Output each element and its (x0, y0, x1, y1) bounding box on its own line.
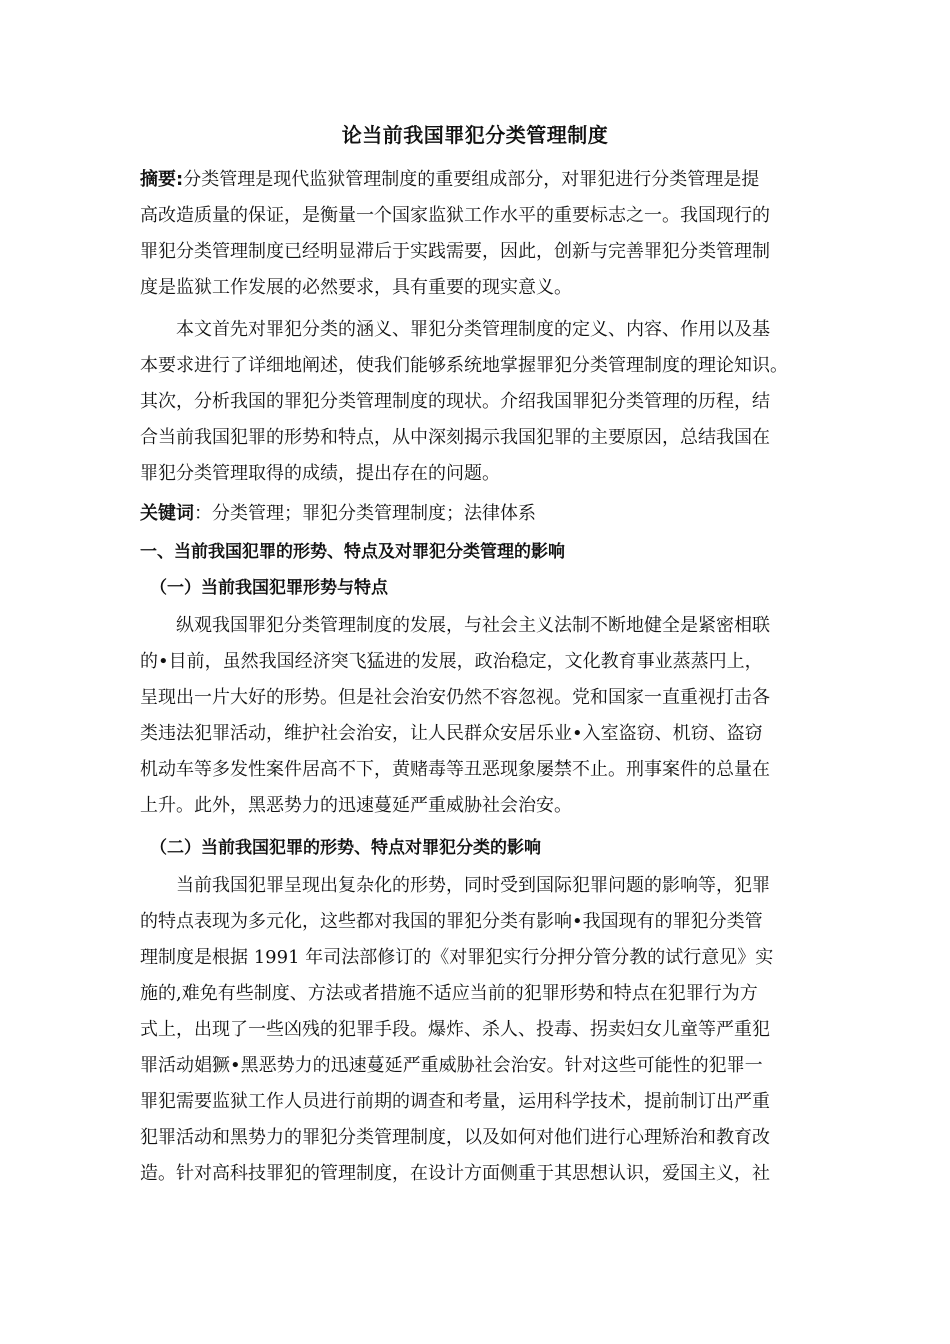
subsection-heading: （二）当前我国犯罪的形势、特点对罪犯分类的影响 (150, 838, 541, 858)
abstract-line (140, 168, 830, 194)
intro-line: 其次，分析我国的罪犯分类管理制度的现状。介绍我国罪犯分类管理的历程，结 (140, 391, 770, 412)
paragraph-line: 机动车等多发性案件居高不下，黄赌毒等丑恶现象屡禁不止。刑事案件的总量在 (140, 759, 770, 780)
paragraph-line: 上升。此外，黑恶势力的迅速蔓延严重威胁社会治安。 (140, 795, 572, 816)
paragraph-line: 式上，出现了一些凶残的犯罪手段。爆炸、杀人、投毒、拐卖妇女儿童等严重犯 (140, 1019, 770, 1040)
paragraph-line: 当前我国犯罪呈现出复杂化的形势，同时受到国际犯罪问题的影响等，犯罪 (176, 875, 770, 896)
keywords-label: 关键词 (140, 503, 194, 524)
paragraph-line: 的•目前，虽然我国经济突飞猛进的发展，政治稳定，文化教育事业蒸蒸円上， (140, 651, 763, 672)
paragraph-line: 类违法犯罪活动，维护社会治安，让人民群众安居乐业•入室盗窃、机窃、盗窃 (140, 723, 763, 744)
paragraph-line: 理制度是根据 1991 年司法部修订的《对罪犯实行分押分管分教的试行意见》实 (140, 947, 774, 968)
page-title: 论当前我国罪犯分类管理制度 (341, 123, 609, 147)
paragraph-line: 的特点表现为多元化，这些都对我国的罪犯分类有影响•我国现有的罪犯分类管 (140, 911, 763, 932)
intro-line: 罪犯分类管理取得的成绩，提出存在的问题。 (140, 463, 500, 484)
abstract-line: 高改造质量的保证，是衡量一个国家监狱工作水平的重要标志之一。我国现行的 (140, 205, 770, 226)
paragraph-line: 罪犯需要监狱工作人员进行前期的调查和考量，运用科学技术，提前制订出严重 (140, 1091, 770, 1112)
intro-line: 合当前我国犯罪的形势和特点，从中深刻揭示我国犯罪的主要原因，总结我国在 (140, 427, 770, 448)
paragraph-line: 施的,难免有些制度、方法或者措施不适应当前的犯罪形势和特点在犯罪行为方 (140, 983, 758, 1004)
section-heading: 一、当前我国犯罪的形势、特点及对罪犯分类管理的影响 (140, 542, 565, 562)
intro-line: 本文首先对罪犯分类的涵义、罪犯分类管理制度的定义、内容、作用以及基 (176, 319, 770, 340)
abstract-label: 摘要: (140, 169, 184, 190)
paragraph-line: 纵观我国罪犯分类管理制度的发展，与社会主义法制不断地健全是紧密相联 (176, 615, 770, 636)
paragraph-line: 造。针对高科技罪犯的管理制度，在设计方面侧重于其思想认识，爱国主义，社 (140, 1163, 770, 1184)
abstract-text: 分类管理是现代监狱管理制度的重要组成部分，对罪犯进行分类管理是提 (183, 169, 760, 190)
paragraph-line: 犯罪活动和黑势力的罪犯分类管理制度，以及如何对他们进行心理矫治和教育改 (140, 1127, 770, 1148)
subsection-heading: （一）当前我国犯罪形势与特点 (150, 578, 388, 598)
keywords-line (140, 502, 830, 528)
abstract-line: 罪犯分类管理制度已经明显滞后于实践需要，因此，创新与完善罪犯分类管理制 (140, 241, 770, 262)
paragraph-line: 呈现出一片大好的形势。但是社会治安仍然不容忽视。党和国家一直重视打击各 (140, 687, 770, 708)
keywords-text: ：分类管理；罪犯分类管理制度；法律体系 (194, 503, 536, 524)
paragraph-line: 罪活动娼獗•黑恶势力的迅速蔓延严重威胁社会治安。针对这些可能性的犯罪一 (140, 1055, 763, 1076)
intro-line: 本要求进行了详细地阐述，使我们能够系统地掌握罪犯分类管理制度的理论知识。 (140, 355, 788, 376)
abstract-line: 度是监狱工作发展的必然要求，具有重要的现实意义。 (140, 277, 572, 298)
